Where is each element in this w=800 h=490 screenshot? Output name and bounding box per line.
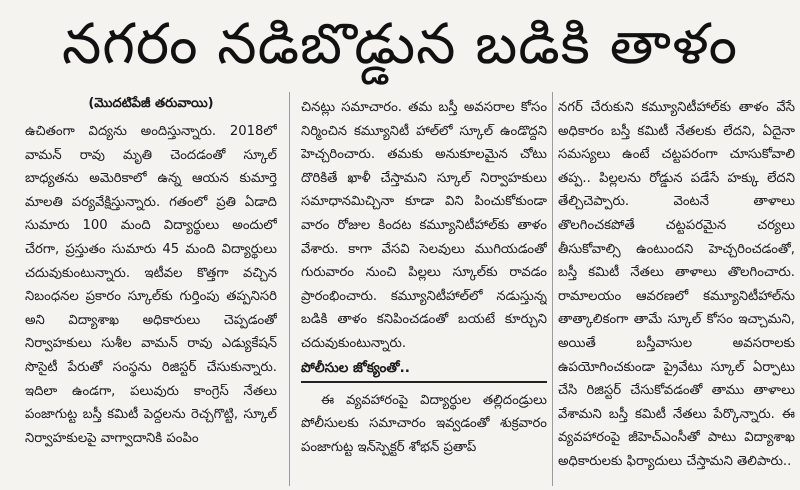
column-divider (552, 92, 553, 486)
column-divider (289, 92, 290, 486)
body-paragraph: ఈ వ్యవహారంపై విద్యార్థుల తల్లిదండ్రులు పోలీసులకు సమాచారం ఇవ్వడంతో శుక్రవారం పంజాగుట్ట ఇన్‌స్పెక్టర్ శోభన్ ప్రతాప్ (301, 392, 547, 455)
body-paragraph: ఉచితంగా విద్యను అందిస్తున్నారు. 2018లో వామన్ రావు మృతి చెందడంతో స్కూల్ బాధ్యతను అమెరికాలో ఉన్న ఆయన కుమార్తె మాలతి పర్యవేక్షిస్తున్నారు. గతంలో ప్రతి ఏడాది సుమారు 100 మంది విద్యార్థులు అందులో చేరగా, ప్రస్తుతం సుమారు 45 మంది విద్యార్థులు చదువుకుంటున్నారు. ఇటీవల కొత్తగా వచ్చిన నిబంధనల ప్రకారం స్కూల్‌కు గుర్తింపు తప్పనిసరి అని విద్యాశాఖ అధికారులు చెప్పడంతో నిర్వాహకులు సుశీల వామన్ రావు ఎడ్యుకేషన్ సొసైటీ పేరుతో సంస్థను రిజిస్టర్ చేసుకున్నారు. ఇదిలా ఉండగా, పలువురు కాంగ్రెస్ నేతలు పంజాగుట్ట బస్తీ కమిటీ పెద్దలను రెచ్చగొట్టి, స్కూల్ నిర్వాహకులపై వాగ్వాదానికి పంపిం (25, 124, 277, 446)
article-column-3 (558, 96, 795, 490)
body-paragraph: చినట్లు సమాచారం. తమ బస్తీ అవసరాల కోసం నిర్మించిన కమ్యూనిటీ హాల్‌లో స్కూల్ ఉండొద్దని హెచ్చరించారు. తమకు అనుకూలమైన చోటు దొరికితే ఖాళీ చేస్తామని స్కూల్ నిర్వాహకులు సమాధానమిచ్చినా కూడా విని పించుకోకుండా వారం రోజుల కిందట కమ్యూనిటీహాల్‌కు తాళం వేశారు. కాగా వేసవి సెలవులు ముగియడంతో గురువారం నుంచి పిల్లలు స్కూల్‌కు రావడం ప్రారంభించారు. కమ్యూనిటీహాల్‌లో నడుస్తున్న బడికి తాళం కనిపించడంతో బయటే కూర్చుని చదువుకుంటున్నారు. (301, 100, 547, 351)
article-column-2 (301, 96, 547, 490)
headline: నగరం నడిబొడ్డున బడికి తాళం (61, 12, 739, 77)
article-column-1 (25, 94, 277, 490)
subheading: పోలీసుల జోక్యంతో.. (301, 356, 547, 383)
continuation-label: (మొదటిపేజీ తరువాయి) (88, 96, 214, 111)
body-paragraph: నగర్ చేరుకుని కమ్యూనిటీహాల్‌కు తాళం వేసే అధికారం బస్తీ కమిటీ నేతలకు లేదని, ఏదైనా సమస్యలు ఉంటే చట్టపరంగా చూసుకోవాలి తప్ప.. పిల్లలను రోడ్డున పడేసే హక్కు లేదని తేల్చిచెప్పారు. వెంటనే తాళాలు తొలగించకపోతే చట్టపరమైన చర్యలు తీసుకోవాల్సి ఉంటుందని హెచ్చరించడంతో, బస్తీ కమిటీ నేతలు తాళాలు తొలగించారు. రామాలయం ఆవరణలో కమ్యూనిటీహాల్‌ను తాత్కాలికంగా తామే స్కూల్ కోసం ఇచ్చామని, అయితే బస్తీవాసుల అవసరాలకు ఉపయోగించకుండా ప్రైవేటు స్కూల్ ఏర్పాటు చేసి రిజిస్టర్ చేసుకోవడంతో తాము తాళాలు వేశామని బస్తీ కమిటీ నేతలు పేర్కొన్నారు. ఈ వ్యవహారంపై జీహెచ్ఎంసీతో పాటు విద్యాశాఖ అధికారులకు ఫిర్యాదులు చేస్తామని తెలిపారు.. (558, 100, 795, 469)
